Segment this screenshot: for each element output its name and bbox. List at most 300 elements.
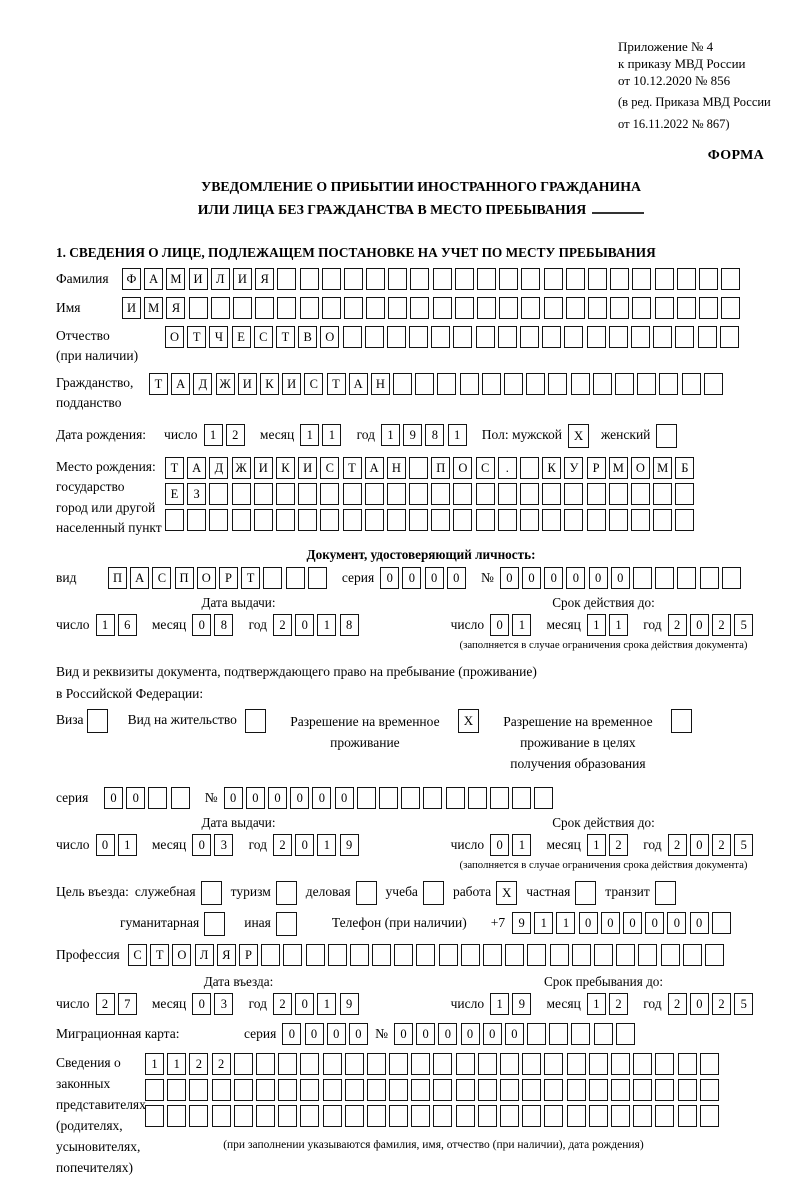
phone-prefix: +7 — [490, 914, 506, 930]
char-cell — [468, 787, 487, 809]
month-label: месяц — [259, 426, 295, 442]
visa-checkbox — [87, 709, 108, 733]
char-cell — [542, 326, 561, 348]
year-label: год — [248, 995, 267, 1011]
char-cell — [365, 326, 384, 348]
char-cell — [456, 1053, 475, 1075]
char-cell: О — [197, 567, 216, 589]
char-cell — [655, 567, 674, 589]
char-cell — [520, 509, 539, 531]
char-cell — [409, 509, 428, 531]
char-cell — [308, 567, 327, 589]
char-cell — [165, 509, 184, 531]
char-cell — [589, 1105, 608, 1127]
char-cell — [616, 944, 635, 966]
char-cell — [431, 509, 450, 531]
identity-issue-col — [56, 595, 421, 651]
char-cell — [587, 483, 606, 505]
restriction-note: (заполняется в случае ограничения срока действия документа) — [459, 858, 748, 871]
issue-date-heading: Дата выдачи: — [201, 814, 276, 830]
res-issue-year-cells — [273, 834, 362, 856]
char-cell: . — [498, 457, 517, 479]
char-cell: 1 — [145, 1053, 164, 1075]
form-title — [56, 176, 786, 220]
char-cell — [678, 1105, 697, 1127]
year-label: год — [356, 426, 376, 442]
char-cell — [633, 1053, 652, 1075]
char-cell: 0 — [192, 993, 211, 1015]
char-cell — [167, 1079, 186, 1101]
char-cell: 2 — [226, 424, 245, 446]
purpose-business-label: деловая — [305, 883, 351, 899]
char-cell — [542, 483, 561, 505]
char-cell: 1 — [556, 912, 575, 934]
doc-kind-label: вид — [56, 569, 77, 585]
identity-doc-row — [56, 567, 786, 589]
char-cell: 2 — [668, 614, 687, 636]
month-label: месяц — [151, 836, 187, 852]
series-label: серия — [56, 789, 89, 805]
char-cell: С — [304, 373, 323, 395]
res-valid-year-cells — [668, 834, 757, 856]
char-cell: 6 — [118, 614, 137, 636]
char-cell — [148, 787, 167, 809]
purpose-humanitarian-checkbox — [204, 912, 225, 936]
char-cell — [423, 787, 442, 809]
char-cell — [320, 483, 339, 505]
appendix-reference — [618, 38, 786, 132]
char-cell — [544, 1079, 563, 1101]
char-cell — [564, 509, 583, 531]
temp-residence-edu-label: Разрешение на временное проживание в целях получения образования — [503, 714, 653, 772]
char-cell — [256, 1105, 275, 1127]
char-cell: 0 — [312, 787, 331, 809]
char-cell — [234, 1105, 253, 1127]
char-cell — [439, 944, 458, 966]
char-cell — [433, 1105, 452, 1127]
char-cell: 2 — [712, 993, 731, 1015]
birthdate-row — [56, 424, 786, 448]
legal-reps-cells-row3 — [145, 1105, 722, 1127]
char-cell — [455, 268, 474, 290]
char-cell: 5 — [734, 834, 753, 856]
char-cell — [232, 483, 251, 505]
sex-male-label: Пол: мужской — [481, 426, 563, 442]
char-cell — [278, 1105, 297, 1127]
profession-cells — [128, 944, 727, 966]
residence-valid-col — [421, 815, 786, 871]
migration-number-cells — [394, 1023, 638, 1045]
char-cell: 2 — [609, 834, 628, 856]
birthplace-cells-row2 — [165, 483, 698, 505]
char-cell — [367, 1105, 386, 1127]
char-cell — [611, 1053, 630, 1075]
char-cell — [521, 297, 540, 319]
char-cell — [476, 509, 495, 531]
char-cell — [300, 1079, 319, 1101]
citizenship-row — [56, 373, 786, 414]
edition-line: от 16.11.2022 № 867) — [618, 116, 730, 131]
char-cell — [453, 326, 472, 348]
char-cell: 8 — [340, 614, 359, 636]
char-cell — [343, 483, 362, 505]
residence-doc-options — [56, 709, 786, 775]
legal-reps-label — [56, 1053, 145, 1178]
char-cell — [566, 268, 585, 290]
birthplace-label-line2: государство — [56, 479, 125, 495]
char-cell — [721, 268, 740, 290]
char-cell: 1 — [167, 1053, 186, 1075]
char-cell — [678, 1079, 697, 1101]
stay-year-cells — [668, 993, 757, 1015]
purpose-other-label: иная — [244, 914, 271, 930]
char-cell — [637, 373, 656, 395]
char-cell — [411, 1079, 430, 1101]
char-cell — [534, 787, 553, 809]
char-cell — [610, 297, 629, 319]
char-cell — [366, 297, 385, 319]
char-cell — [567, 1105, 586, 1127]
char-cell — [233, 297, 252, 319]
char-cell — [542, 509, 561, 531]
char-cell: Ф — [122, 268, 141, 290]
purpose-transit-checkbox — [655, 881, 676, 905]
char-cell — [520, 483, 539, 505]
char-cell: 0 — [483, 1023, 502, 1045]
purpose-official-checkbox — [201, 881, 222, 905]
char-cell: 1 — [204, 424, 223, 446]
char-cell — [234, 1079, 253, 1101]
birthplace-label-line4: населенный пункт — [56, 520, 162, 536]
char-cell — [705, 944, 724, 966]
char-cell: А — [144, 268, 163, 290]
char-cell — [631, 483, 650, 505]
char-cell — [675, 483, 694, 505]
birthplace-cells-row1 — [165, 457, 698, 479]
char-cell — [653, 509, 672, 531]
purpose-business-checkbox — [356, 881, 377, 905]
char-cell: 0 — [104, 787, 123, 809]
char-cell: З — [187, 483, 206, 505]
char-cell: 0 — [394, 1023, 413, 1045]
legal-reps-label-line: представителях — [56, 1096, 146, 1112]
identity-valid-col — [421, 595, 786, 651]
char-cell — [661, 944, 680, 966]
char-cell — [655, 1079, 674, 1101]
char-cell — [633, 1105, 652, 1127]
char-cell: 0 — [611, 567, 630, 589]
char-cell — [367, 1053, 386, 1075]
char-cell: 0 — [490, 614, 509, 636]
char-cell: 0 — [402, 567, 421, 589]
char-cell: И — [238, 373, 257, 395]
char-cell — [720, 326, 739, 348]
temp-residence-label: Разрешение на временное проживание — [290, 714, 440, 751]
legal-reps-row — [56, 1053, 786, 1178]
valid-until-heading: Срок действия до: — [552, 814, 655, 830]
legal-reps-label-line: Сведения о — [56, 1054, 121, 1070]
char-cell — [632, 297, 651, 319]
char-cell — [522, 1053, 541, 1075]
char-cell — [653, 326, 672, 348]
issue-month-cells — [192, 614, 236, 636]
char-cell — [388, 268, 407, 290]
char-cell — [700, 1105, 719, 1127]
char-cell: 0 — [290, 787, 309, 809]
char-cell: И — [298, 457, 317, 479]
firstname-cells — [122, 297, 743, 319]
entry-dates — [56, 974, 786, 1015]
char-cell — [277, 268, 296, 290]
appendix-line: от 10.12.2020 № 856 — [618, 73, 731, 89]
char-cell — [433, 1053, 452, 1075]
char-cell: 0 — [589, 567, 608, 589]
char-cell: О — [320, 326, 339, 348]
purpose-tourism — [231, 881, 297, 905]
purpose-official — [135, 881, 222, 905]
year-label: год — [248, 616, 267, 632]
purpose-transit — [605, 881, 676, 905]
char-cell: Л — [211, 268, 230, 290]
char-cell — [549, 1023, 568, 1045]
char-cell — [699, 268, 718, 290]
char-cell — [461, 944, 480, 966]
char-cell: Я — [255, 268, 274, 290]
char-cell — [483, 944, 502, 966]
char-cell — [300, 1105, 319, 1127]
year-label: год — [643, 995, 662, 1011]
char-cell — [366, 268, 385, 290]
char-cell: 8 — [214, 614, 233, 636]
stay-until-date — [421, 993, 786, 1015]
visa-label: Виза — [56, 712, 84, 728]
char-cell — [572, 944, 591, 966]
res-valid-month-cells — [587, 834, 631, 856]
char-cell: 9 — [512, 912, 531, 934]
char-cell — [522, 1079, 541, 1101]
char-cell: 0 — [667, 912, 686, 934]
char-cell: 0 — [268, 787, 287, 809]
char-cell: Т — [327, 373, 346, 395]
char-cell: Т — [276, 326, 295, 348]
number-label: № — [204, 789, 218, 805]
char-cell — [522, 1105, 541, 1127]
char-cell — [277, 297, 296, 319]
temp-residence-edu-option — [493, 709, 692, 775]
doc-series-cells — [380, 567, 469, 589]
char-cell: 2 — [96, 993, 115, 1015]
char-cell: Р — [587, 457, 606, 479]
char-cell — [167, 1105, 186, 1127]
citizenship-cells — [149, 373, 726, 395]
char-cell: 0 — [461, 1023, 480, 1045]
char-cell — [300, 297, 319, 319]
char-cell: 0 — [505, 1023, 524, 1045]
char-cell — [350, 944, 369, 966]
char-cell: Л — [195, 944, 214, 966]
char-cell: 0 — [380, 567, 399, 589]
char-cell — [571, 373, 590, 395]
residence-permit-label: Вид на жительство — [127, 712, 237, 728]
day-label: число — [164, 426, 198, 442]
char-cell — [498, 483, 517, 505]
residence-issue-date — [56, 834, 421, 856]
form-title-line2: ИЛИ ЛИЦА БЕЗ ГРАЖДАНСТВА В МЕСТО ПРЕБЫВАНИЯ — [56, 199, 786, 221]
char-cell: 1 — [587, 834, 606, 856]
phone-label: Телефон (при наличии) — [331, 914, 467, 930]
char-cell — [704, 373, 723, 395]
birthplace-row — [56, 457, 786, 539]
residence-permit-option — [128, 709, 266, 733]
day-label: число — [450, 995, 485, 1011]
valid-until-heading: Срок действия до: — [552, 594, 655, 610]
patronymic-cells — [165, 326, 742, 348]
char-cell: 0 — [192, 834, 211, 856]
stay-month-cells — [587, 993, 631, 1015]
char-cell — [633, 567, 652, 589]
legal-reps-cells-row2 — [145, 1079, 722, 1101]
char-cell — [389, 1105, 408, 1127]
char-cell — [478, 1053, 497, 1075]
char-cell: И — [282, 373, 301, 395]
char-cell: С — [320, 457, 339, 479]
purpose-other — [244, 912, 297, 936]
char-cell — [712, 912, 731, 934]
char-cell: О — [172, 944, 191, 966]
identity-doc-dates — [56, 595, 786, 651]
char-cell — [594, 944, 613, 966]
char-cell — [587, 326, 606, 348]
char-cell: У — [564, 457, 583, 479]
purpose-private-checkbox — [575, 881, 596, 905]
char-cell: И — [233, 268, 252, 290]
char-cell — [431, 483, 450, 505]
form-title-line1: УВЕДОМЛЕНИЕ О ПРИБЫТИИ ИНОСТРАННОГО ГРАЖДАНИНА — [201, 179, 641, 195]
char-cell: И — [122, 297, 141, 319]
entry-date — [56, 993, 421, 1015]
issue-day-cells — [96, 614, 140, 636]
char-cell — [187, 509, 206, 531]
char-cell: 5 — [734, 993, 753, 1015]
char-cell: Н — [371, 373, 390, 395]
char-cell: Р — [219, 567, 238, 589]
char-cell — [476, 483, 495, 505]
char-cell — [564, 326, 583, 348]
doc-number-label: № — [480, 569, 494, 585]
birthplace-label-line3: город или другой — [56, 499, 156, 515]
char-cell: 1 — [317, 993, 336, 1015]
char-cell: 2 — [609, 993, 628, 1015]
char-cell — [675, 326, 694, 348]
char-cell — [437, 373, 456, 395]
char-cell: А — [187, 457, 206, 479]
char-cell — [677, 567, 696, 589]
char-cell: О — [631, 457, 650, 479]
valid-month-cells — [587, 614, 631, 636]
legal-reps-cell-rows — [145, 1053, 722, 1151]
birth-year-cells — [381, 424, 470, 446]
char-cell — [393, 373, 412, 395]
entry-date-heading: Дата въезда: — [203, 973, 274, 989]
char-cell: 0 — [246, 787, 265, 809]
char-cell: 9 — [340, 993, 359, 1015]
issue-date-heading: Дата выдачи: — [201, 594, 276, 610]
char-cell: 1 — [317, 834, 336, 856]
birthplace-label-line1: Место рождения: — [56, 458, 156, 474]
char-cell — [394, 944, 413, 966]
char-cell — [345, 1105, 364, 1127]
char-cell — [283, 944, 302, 966]
char-cell — [189, 1105, 208, 1127]
purpose-work-label: работа — [452, 883, 492, 899]
char-cell: 1 — [609, 614, 628, 636]
char-cell: А — [171, 373, 190, 395]
char-cell — [567, 1079, 586, 1101]
char-cell — [655, 297, 674, 319]
birthplace-cell-rows — [165, 457, 698, 531]
char-cell — [611, 1105, 630, 1127]
char-cell: 9 — [340, 834, 359, 856]
char-cell: Я — [166, 297, 185, 319]
char-cell: Ж — [216, 373, 235, 395]
char-cell: 0 — [425, 567, 444, 589]
char-cell — [499, 297, 518, 319]
profession-row — [56, 944, 786, 966]
purpose-humanitarian — [120, 912, 225, 936]
char-cell — [698, 326, 717, 348]
char-cell — [594, 1023, 613, 1045]
char-cell: 2 — [712, 834, 731, 856]
char-cell — [593, 373, 612, 395]
appendix-line: к приказу МВД России — [618, 56, 746, 72]
char-cell — [189, 297, 208, 319]
char-cell — [589, 1079, 608, 1101]
char-cell — [682, 373, 701, 395]
char-cell — [611, 1079, 630, 1101]
purpose-tourism-label: туризм — [230, 883, 271, 899]
char-cell — [498, 326, 517, 348]
char-cell — [631, 326, 650, 348]
char-cell: 2 — [273, 614, 292, 636]
char-cell — [300, 1053, 319, 1075]
char-cell: 0 — [500, 567, 519, 589]
char-cell — [433, 297, 452, 319]
char-cell — [323, 1105, 342, 1127]
month-label: месяц — [546, 995, 581, 1011]
char-cell: М — [653, 457, 672, 479]
char-cell: 0 — [601, 912, 620, 934]
male-checkbox: X — [568, 424, 589, 448]
purpose-private-label: частная — [526, 883, 571, 899]
char-cell: 2 — [273, 993, 292, 1015]
title-blank-underline — [592, 200, 644, 214]
surname-row — [56, 268, 786, 290]
char-cell: 0 — [490, 834, 509, 856]
month-label: месяц — [546, 616, 581, 632]
char-cell: 0 — [645, 912, 664, 934]
entry-month-cells — [192, 993, 236, 1015]
char-cell — [411, 1053, 430, 1075]
purpose-official-label: служебная — [134, 883, 196, 899]
char-cell — [500, 1079, 519, 1101]
char-cell — [677, 268, 696, 290]
char-cell — [254, 483, 273, 505]
residence-doc-line1: Вид и реквизиты документа, подтверждающего право на пребывание (проживание) — [56, 663, 537, 679]
char-cell — [209, 483, 228, 505]
char-cell — [675, 509, 694, 531]
char-cell — [683, 944, 702, 966]
char-cell — [571, 1023, 590, 1045]
